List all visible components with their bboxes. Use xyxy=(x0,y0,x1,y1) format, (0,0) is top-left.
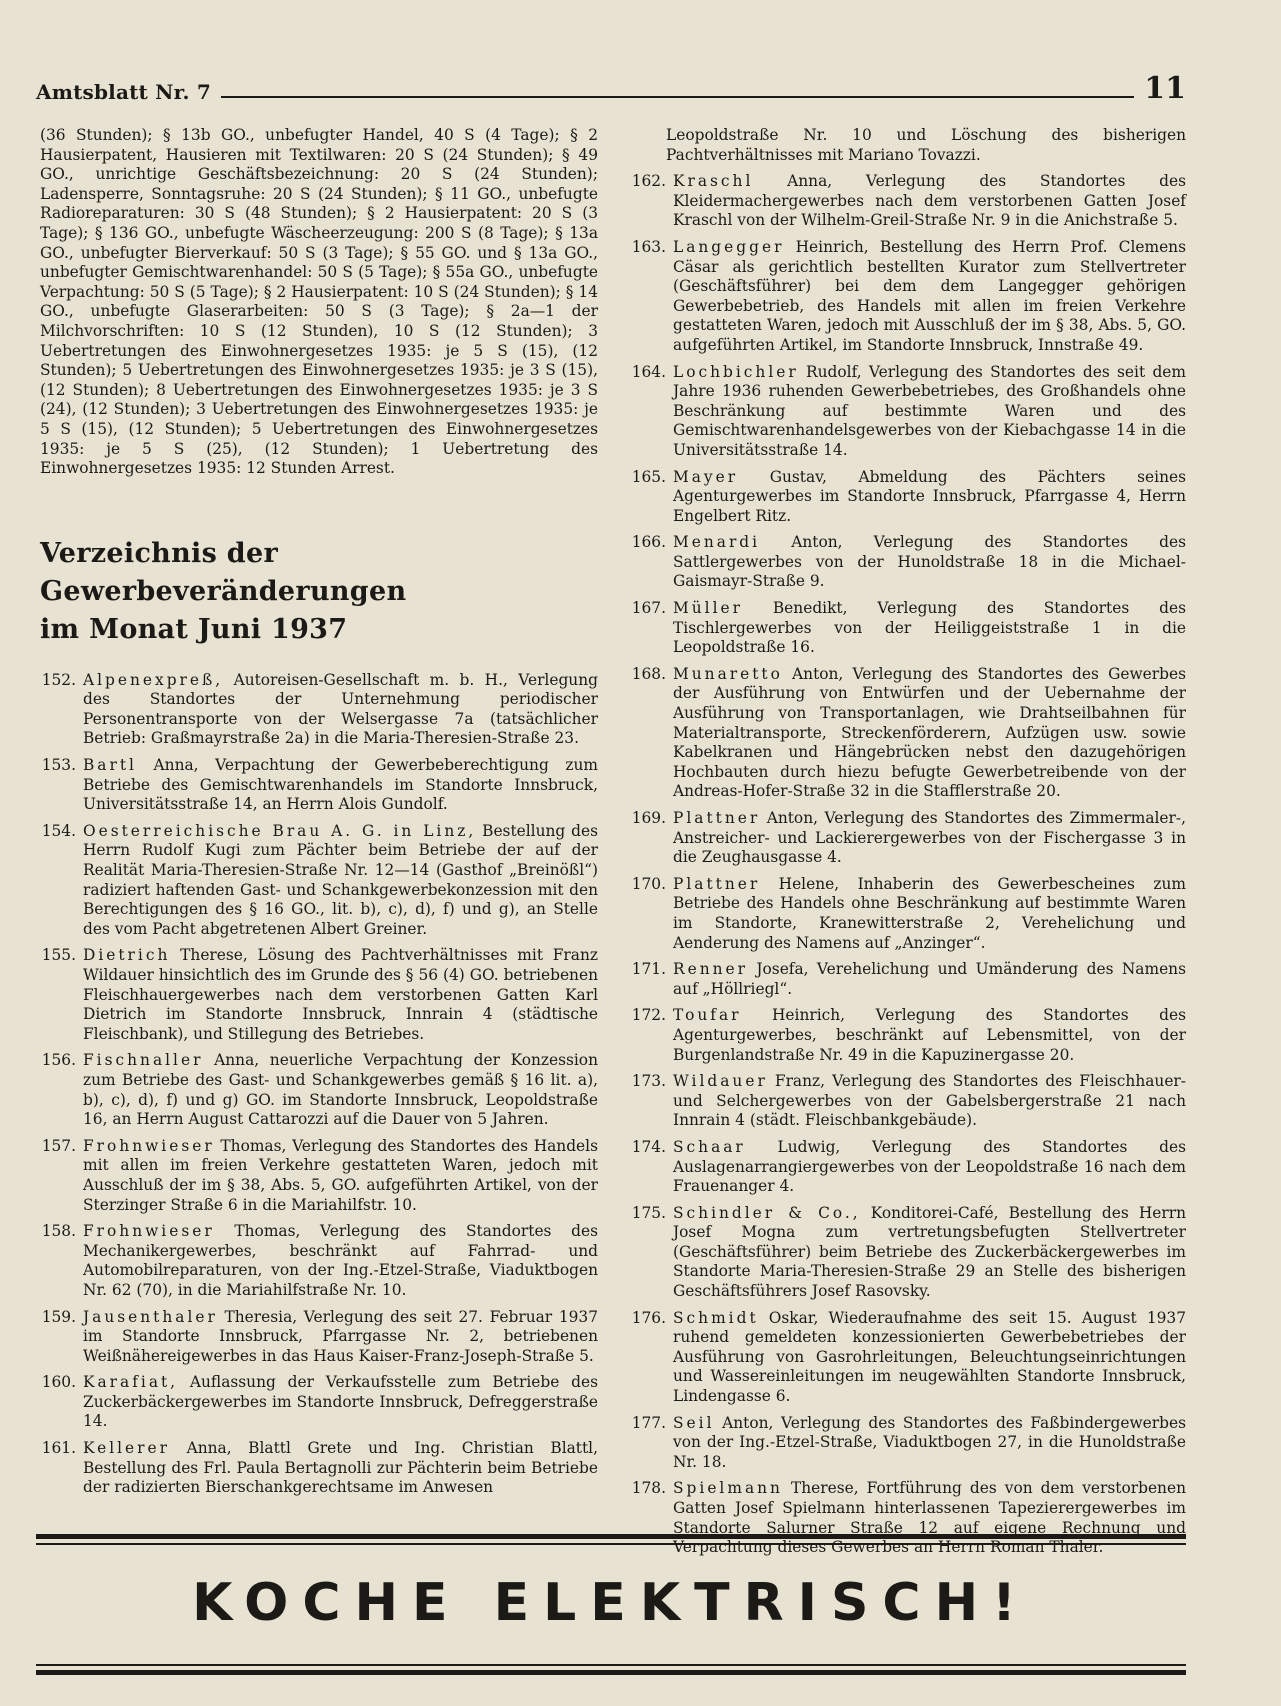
register-entry xyxy=(630,1006,1186,1065)
entry-text: Therese, Fortführung des von dem verstorbenen Gatten Josef Spielmann hinterlassenen Tapezierergewerbes im Standorte Salurner Straße 12 auf eigene Rechnung und Verpachtung dieses Gewerbes an Herrn Roman Thaler. xyxy=(673,1479,1186,1557)
entry-text: Bestellung des Herrn Rudolf Kugi zum Pächter beim Betriebe der auf der Realität Maria-Theresien-Straße Nr. 12—14 (Gasthof „Breinößl“) radiziert haftenden Gast- und Schankgewerbekonzession mit den Berechtigungen des § 16 GO., lit. b), c), d), f) und g), an Stelle des vom Pacht abgetretenen Albert Greiner. xyxy=(83,821,598,938)
entry-body xyxy=(673,960,1186,999)
entry-body xyxy=(673,1072,1186,1131)
entry-number: 154. xyxy=(41,821,76,840)
register-entry xyxy=(40,671,598,749)
entry-name: Munaretto xyxy=(673,664,783,683)
entry-name: Bartl xyxy=(83,756,137,775)
entry-text: Anna, Verlegung des Standortes des Kleidermachergewerbes nach dem verstorbenen Gatten Josef Kraschl von der Wilhelm-Greil-Straße Nr. 9 in die Anichstraße 5. xyxy=(673,172,1186,230)
entry-body xyxy=(673,172,1186,231)
section-heading-line-2: im Monat Juni 1937 xyxy=(40,613,348,645)
entry-number: 153. xyxy=(41,756,76,775)
entry-number: 168. xyxy=(631,664,666,683)
register-entry xyxy=(40,946,598,1044)
register-entry xyxy=(40,1222,598,1300)
entry-name: Seil xyxy=(673,1413,715,1432)
entry-body xyxy=(673,1414,1186,1473)
entry-name: Alpenexpreß, xyxy=(83,670,224,689)
entry-body xyxy=(673,809,1186,868)
entry-number: 157. xyxy=(41,1136,76,1155)
entry-number: 164. xyxy=(631,362,666,381)
entry-number: 172. xyxy=(631,1006,666,1025)
entry-text: Anna, neuerliche Verpachtung der Konzession zum Betriebe des Gast- und Schankgewerbes gemäß § 16 lit. a), b), c), d), f) und g) GO. im Standorte Innsbruck, Leopoldstraße 16, an Herrn August Cattarozzi auf die Dauer von 5 Jahren. xyxy=(83,1051,598,1129)
entry-body xyxy=(673,875,1186,953)
entry-number: 159. xyxy=(41,1307,76,1326)
entry-body xyxy=(673,238,1186,356)
entry-text: Autoreisen-Gesellschaft m. b. H., Verlegung des Standortes der Unternehmung periodischer Personentransporte von der Welsergasse 7a (tatsächlicher Betrieb: Graßmayrstraße 2a) in die Maria-Theresien-Straße 23. xyxy=(83,670,598,748)
entry-name: Fischnaller xyxy=(83,1051,204,1070)
publication-title: Amtsblatt Nr. 7 xyxy=(36,80,211,104)
entry-name: Frohnwieser xyxy=(83,1222,215,1241)
entry-name: Schmidt xyxy=(673,1308,759,1327)
entry-name: Dietrich xyxy=(83,946,171,965)
entry-body xyxy=(673,599,1186,658)
entry-body xyxy=(673,1309,1186,1407)
entry-number: 165. xyxy=(631,467,666,486)
entry-text: Ludwig, Verlegung des Standortes des Auslagenarrangiergewerbes von der Leopoldstraße 16 nach dem Frauenanger 4. xyxy=(673,1137,1186,1196)
entry-body xyxy=(673,1138,1186,1197)
entry-body xyxy=(673,533,1186,592)
entry-name: Toufar xyxy=(673,1006,742,1025)
register-entry xyxy=(630,533,1186,592)
entry-number: 171. xyxy=(631,960,666,979)
entry-text: Thomas, Verlegung des Standortes des Mechanikergewerbes, beschränkt auf Fahrrad- und Automobilreparaturen, von der Ing.-Etzel-Straße, Viaduktbogen Nr. 62 (70), in die Mariahilfstraße Nr. 10. xyxy=(83,1222,598,1299)
register-entry xyxy=(630,238,1186,356)
advert-banner: KOCHE ELEKTRISCH! xyxy=(192,1573,1030,1633)
entry-body xyxy=(83,1373,598,1432)
entry-name: Mayer xyxy=(673,467,739,486)
entry-name: Müller xyxy=(673,599,743,618)
entry-number: 156. xyxy=(41,1051,76,1070)
entry-body xyxy=(83,822,598,940)
entry-text: Thomas, Verlegung des Standortes des Handels mit allen im freien Verkehre gestatteten Waren, jedoch mit Ausschluß der im § 38, Abs. 5, GO. aufgeführten Artikel, von der Sterzinger Straße 6 in die Mariahilfstr. 10. xyxy=(83,1136,598,1214)
register-entry xyxy=(630,809,1186,868)
register-entry xyxy=(40,1137,598,1215)
header-rule xyxy=(221,96,1134,98)
page-header xyxy=(36,71,1186,106)
entry-number: 175. xyxy=(631,1203,666,1222)
entry-name: Plattner xyxy=(673,874,761,893)
entry-list-left xyxy=(40,671,598,1498)
entry-name: Kellerer xyxy=(83,1439,170,1458)
entry-text: Konditorei-Café, Bestellung des Herrn Josef Mogna zum vertretungsbefugten Stellvertreter (Geschäftsführer) beim Betriebe des Zuckerbäckergewerbes im Standorte Maria-Theresien-Straße 29 an Stelle des bisherigen Geschäftsführers Josef Rasovsky. xyxy=(673,1203,1186,1301)
entry-text: Rudolf, Verlegung des Standortes des seit dem Jahre 1936 ruhenden Gewerbebetriebes, des Großhandels ohne Beschränkung auf bestimmte Waren und des Gemischtwarenhandelsgewerbes von der Kiebachgasse 14 in die Universitätsstraße 14. xyxy=(673,362,1186,459)
footer-rule-top xyxy=(36,1534,1186,1545)
register-entry xyxy=(630,599,1186,658)
entry-text: Anna, Blattl Grete und Ing. Christian Blattl, Bestellung des Frl. Paula Bertagnolli zur Pächterin beim Betriebe der radizierten Bierschankgerechtsame im Anwesen xyxy=(83,1439,598,1497)
entry-name: Lochbichler xyxy=(673,362,799,381)
entry-text: Heinrich, Bestellung des Herrn Prof. Clemens Cäsar als gerichtlich bestellten Kurator zum Stellvertreter (Geschäftsführer) bei dem dem Langegger gehörigen Gewerbebetrieb, des Handels mit allen im freien Verkehre gestatteten Waren, jedoch mit Ausschluß der im § 38, Abs. 5, GO. aufgeführten Artikel, im Standorte Innsbruck, Innstraße 49. xyxy=(673,237,1186,354)
entry-name: Karafiat, xyxy=(83,1373,179,1392)
register-entry xyxy=(630,1414,1186,1473)
entry-text: Anton, Verlegung des Standortes des Gewerbes der Ausführung von Entwürfen und der Uebernahme der Ausführung von Transportanlagen, wie Drahtseilbahnen für Materialtransporte, Streckenförderern, Aufzügen usw. sowie Kabelkranen und Hängebrücken nebst den dazugehörigen Hochbauten durch hiezu befugte Gewerbetreibende von der Andreas-Hofer-Straße 32 in die Stafflerstraße 20. xyxy=(673,664,1186,801)
entry-number: 162. xyxy=(631,172,666,191)
entry-number: 166. xyxy=(631,533,666,552)
register-entry xyxy=(40,1373,598,1432)
entry-text: Therese, Lösung des Pachtverhältnisses mit Franz Wildauer hinsichtlich des im Grunde des § 56 (4) GO. betriebenen Fleischhauergewerbes nach dem verstorbenen Gatten Karl Dietrich im Standorte Innsbruck, Innrain 4 (städtische Fleischbank), und Stillegung des Betriebes. xyxy=(83,946,598,1043)
entry-continuation: Leopoldstraße Nr. 10 und Löschung des bisherigen Pachtverhältnisses mit Mariano Tovazzi. xyxy=(666,126,1186,164)
entry-text: Oskar, Wiederaufnahme des seit 15. August 1937 ruhend gemeldeten konzessionierten Gewerbebetriebes der Ausführung von Gasrohrleitungen, Beleuchtungseinrichtungen und Wassereinleitungen im neugewählten Standorte Innsbruck, Lindengasse 6. xyxy=(673,1308,1186,1406)
entry-text: Josefa, Verehelichung und Umänderung des Namens auf „Höllriegl“. xyxy=(673,960,1186,998)
entry-number: 155. xyxy=(41,946,76,965)
entry-body xyxy=(83,1051,598,1129)
entry-number: 161. xyxy=(41,1439,76,1458)
register-entry xyxy=(630,665,1186,802)
entry-body xyxy=(673,363,1186,461)
register-entry xyxy=(630,172,1186,231)
entry-name: Jausenthaler xyxy=(83,1307,218,1326)
entry-text: Heinrich, Verlegung des Standortes des Agenturgewerbes, beschränkt auf Lebensmittel, von der Burgenlandstraße Nr. 49 in die Kapuzinergasse 20. xyxy=(673,1006,1186,1064)
entry-text: Anton, Verlegung des Standortes des Zimmermaler-, Anstreicher- und Lackierergewerbes von der Fischergasse 3 in die Zeughausgasse 4. xyxy=(673,809,1186,867)
register-entry xyxy=(630,1479,1186,1557)
entry-number: 174. xyxy=(631,1137,666,1156)
entry-number: 173. xyxy=(631,1072,666,1091)
entry-number: 160. xyxy=(41,1373,76,1392)
entry-body xyxy=(83,1439,598,1498)
entry-name: Wildauer xyxy=(673,1072,768,1091)
entry-body xyxy=(83,946,598,1044)
entry-body xyxy=(673,1204,1186,1302)
entry-name: Renner xyxy=(673,960,748,979)
entry-text: Theresia, Verlegung des seit 27. Februar 1937 im Standorte Innsbruck, Pfarrgasse Nr. 2, betriebenen Weißnähereigewerbes in das Haus Kaiser-Franz-Joseph-Straße 5. xyxy=(83,1307,598,1365)
entry-number: 152. xyxy=(41,670,76,689)
register-entry xyxy=(40,822,598,940)
entry-body xyxy=(83,1137,598,1215)
register-entry xyxy=(630,1072,1186,1131)
register-entry xyxy=(630,468,1186,527)
register-entry xyxy=(40,1439,598,1498)
register-entry xyxy=(630,363,1186,461)
entry-number: 158. xyxy=(41,1222,76,1241)
section-heading-line-1: Verzeichnis der Gewerbeveränderungen xyxy=(40,537,407,607)
entry-name: Schaar xyxy=(673,1137,746,1156)
register-entry xyxy=(630,960,1186,999)
entry-number: 176. xyxy=(631,1308,666,1327)
entry-name: Oesterreichische Brau A. G. in Linz, xyxy=(83,821,477,840)
footer-rule-bottom xyxy=(36,1664,1186,1675)
entry-text: Gustav, Abmeldung des Pächters seines Agenturgewerbes im Standorte Innsbruck, Pfarrgasse 4, Herrn Engelbert Ritz. xyxy=(673,467,1186,525)
page-number: 11 xyxy=(1144,71,1186,106)
entry-name: Menardi xyxy=(673,533,761,552)
entry-body xyxy=(83,671,598,749)
register-entry xyxy=(630,1138,1186,1197)
entry-body xyxy=(83,1308,598,1367)
entry-body xyxy=(83,1222,598,1300)
entry-body xyxy=(673,665,1186,802)
entry-body xyxy=(673,1479,1186,1557)
entry-name: Langegger xyxy=(673,237,785,256)
register-entry xyxy=(40,756,598,815)
left-column xyxy=(40,126,598,1505)
entry-name: Kraschl xyxy=(673,172,754,191)
entry-name: Frohnwieser xyxy=(83,1136,215,1155)
entry-body xyxy=(673,1006,1186,1065)
entry-number: 163. xyxy=(631,237,666,256)
right-column xyxy=(630,126,1186,1565)
entry-number: 169. xyxy=(631,809,666,827)
entry-body xyxy=(673,468,1186,527)
section-heading xyxy=(40,535,598,649)
entry-text: Anton, Verlegung des Standortes des Faßbindergewerbes von der Ing.-Etzel-Straße, Viaduktbogen 27, in die Hunoldstraße Nr. 18. xyxy=(673,1413,1186,1471)
entry-list-right xyxy=(630,172,1186,1558)
penalty-list-continuation: (36 Stunden); § 13b GO., unbefugter Handel, 40 S (4 Tage); § 2 Hausierpatent, Hausieren mit Textilwaren: 20 S (24 Stunden); § 49 GO., unrichtige Geschäftsbezeichnung: 20 S (24 Stunden); Ladensperre, Sonntagsruhe: 20 S (24 Stunden); § 11 GO., unbefugte Radioreparaturen: 30 S (48 Stunden); § 2 Hausierpatent: 20 S (3 Tage); § 136 GO., unbefugte Wäscheerzeugung: 200 S (8 Tage); § 13a GO., unbefugter Bierverkauf: 50 S (3 Tage); § 55 GO. und § 13a GO., unbefugter Gemischtwarenhandel: 50 S (5 Tage); § 55a GO., unbefugte Verpachtung: 50 S (5 Tage); § 2 Hausierpatent: 10 S (24 Stunden); § 14 GO., unbefugte Glaserarbeiten: 50 S (3 Tage); § 2a—1 der Milchvorschriften: 10 S (12 Stunden), 10 S (12 Stunden); 3 Uebertretungen des Einwohnergesetzes 1935: je 5 S (15), (12 Stunden); 5 Uebertretungen des Einwohnergesetzes 1935: je 3 S (15), (12 Stunden); 8 Uebertretungen des Einwohnergesetzes 1935: je 3 S (24), (12 Stunden); 3 Uebertretungen des Einwohnergesetzes 1935: je 5 S (15), (12 Stunden); 5 Uebertretungen des Einwohnergesetzes 1935: je 5 S (25), (12 Stunden); 1 Uebertretung des Einwohnergesetzes 1935: 12 Stunden Arrest. xyxy=(40,126,598,478)
entry-number: 177. xyxy=(631,1413,666,1432)
entry-text: Anton, Verlegung des Standortes des Sattlergewerbes von der Hunoldstraße 18 in die Michael-Gaismayr-Straße 9. xyxy=(673,533,1186,591)
entry-number: 178. xyxy=(631,1479,666,1498)
entry-body xyxy=(83,756,598,815)
entry-name: Spielmann xyxy=(673,1479,783,1498)
entry-name: Schindler & Co., xyxy=(673,1203,861,1222)
entry-name: Plattner xyxy=(673,809,761,827)
entry-text: Helene, Inhaberin des Gewerbescheines zum Betriebe des Handels ohne Beschränkung auf bestimmte Waren im Standorte, Kranewitterstraße 2, Verehelichung und Aenderung des Namens auf „Anzinger“. xyxy=(673,874,1186,952)
entry-number: 170. xyxy=(631,874,666,893)
entry-text: Auflassung der Verkaufsstelle zum Betriebe des Zuckerbäckergewerbes im Standorte Innsbruck, Defreggerstraße 14. xyxy=(83,1373,598,1431)
register-entry xyxy=(630,875,1186,953)
register-entry xyxy=(40,1051,598,1129)
entry-text: Franz, Verlegung des Standortes des Fleischhauer- und Selchergewerbes von der Gabelsbergerstraße 21 nach Innrain 4 (städt. Fleischbankgebäude). xyxy=(673,1072,1186,1130)
register-entry xyxy=(630,1309,1186,1407)
entry-number: 167. xyxy=(631,599,666,618)
register-entry xyxy=(630,1204,1186,1302)
register-entry xyxy=(40,1308,598,1367)
entry-text: Anna, Verpachtung der Gewerbeberechtigung zum Betriebe des Gemischtwarenhandels im Standorte Innsbruck, Universitätsstraße 14, an Herrn Alois Gundolf. xyxy=(83,756,598,814)
entry-text: Benedikt, Verlegung des Standortes des Tischlergewerbes von der Heiliggeiststraße 1 in die Leopoldstraße 16. xyxy=(673,599,1186,657)
